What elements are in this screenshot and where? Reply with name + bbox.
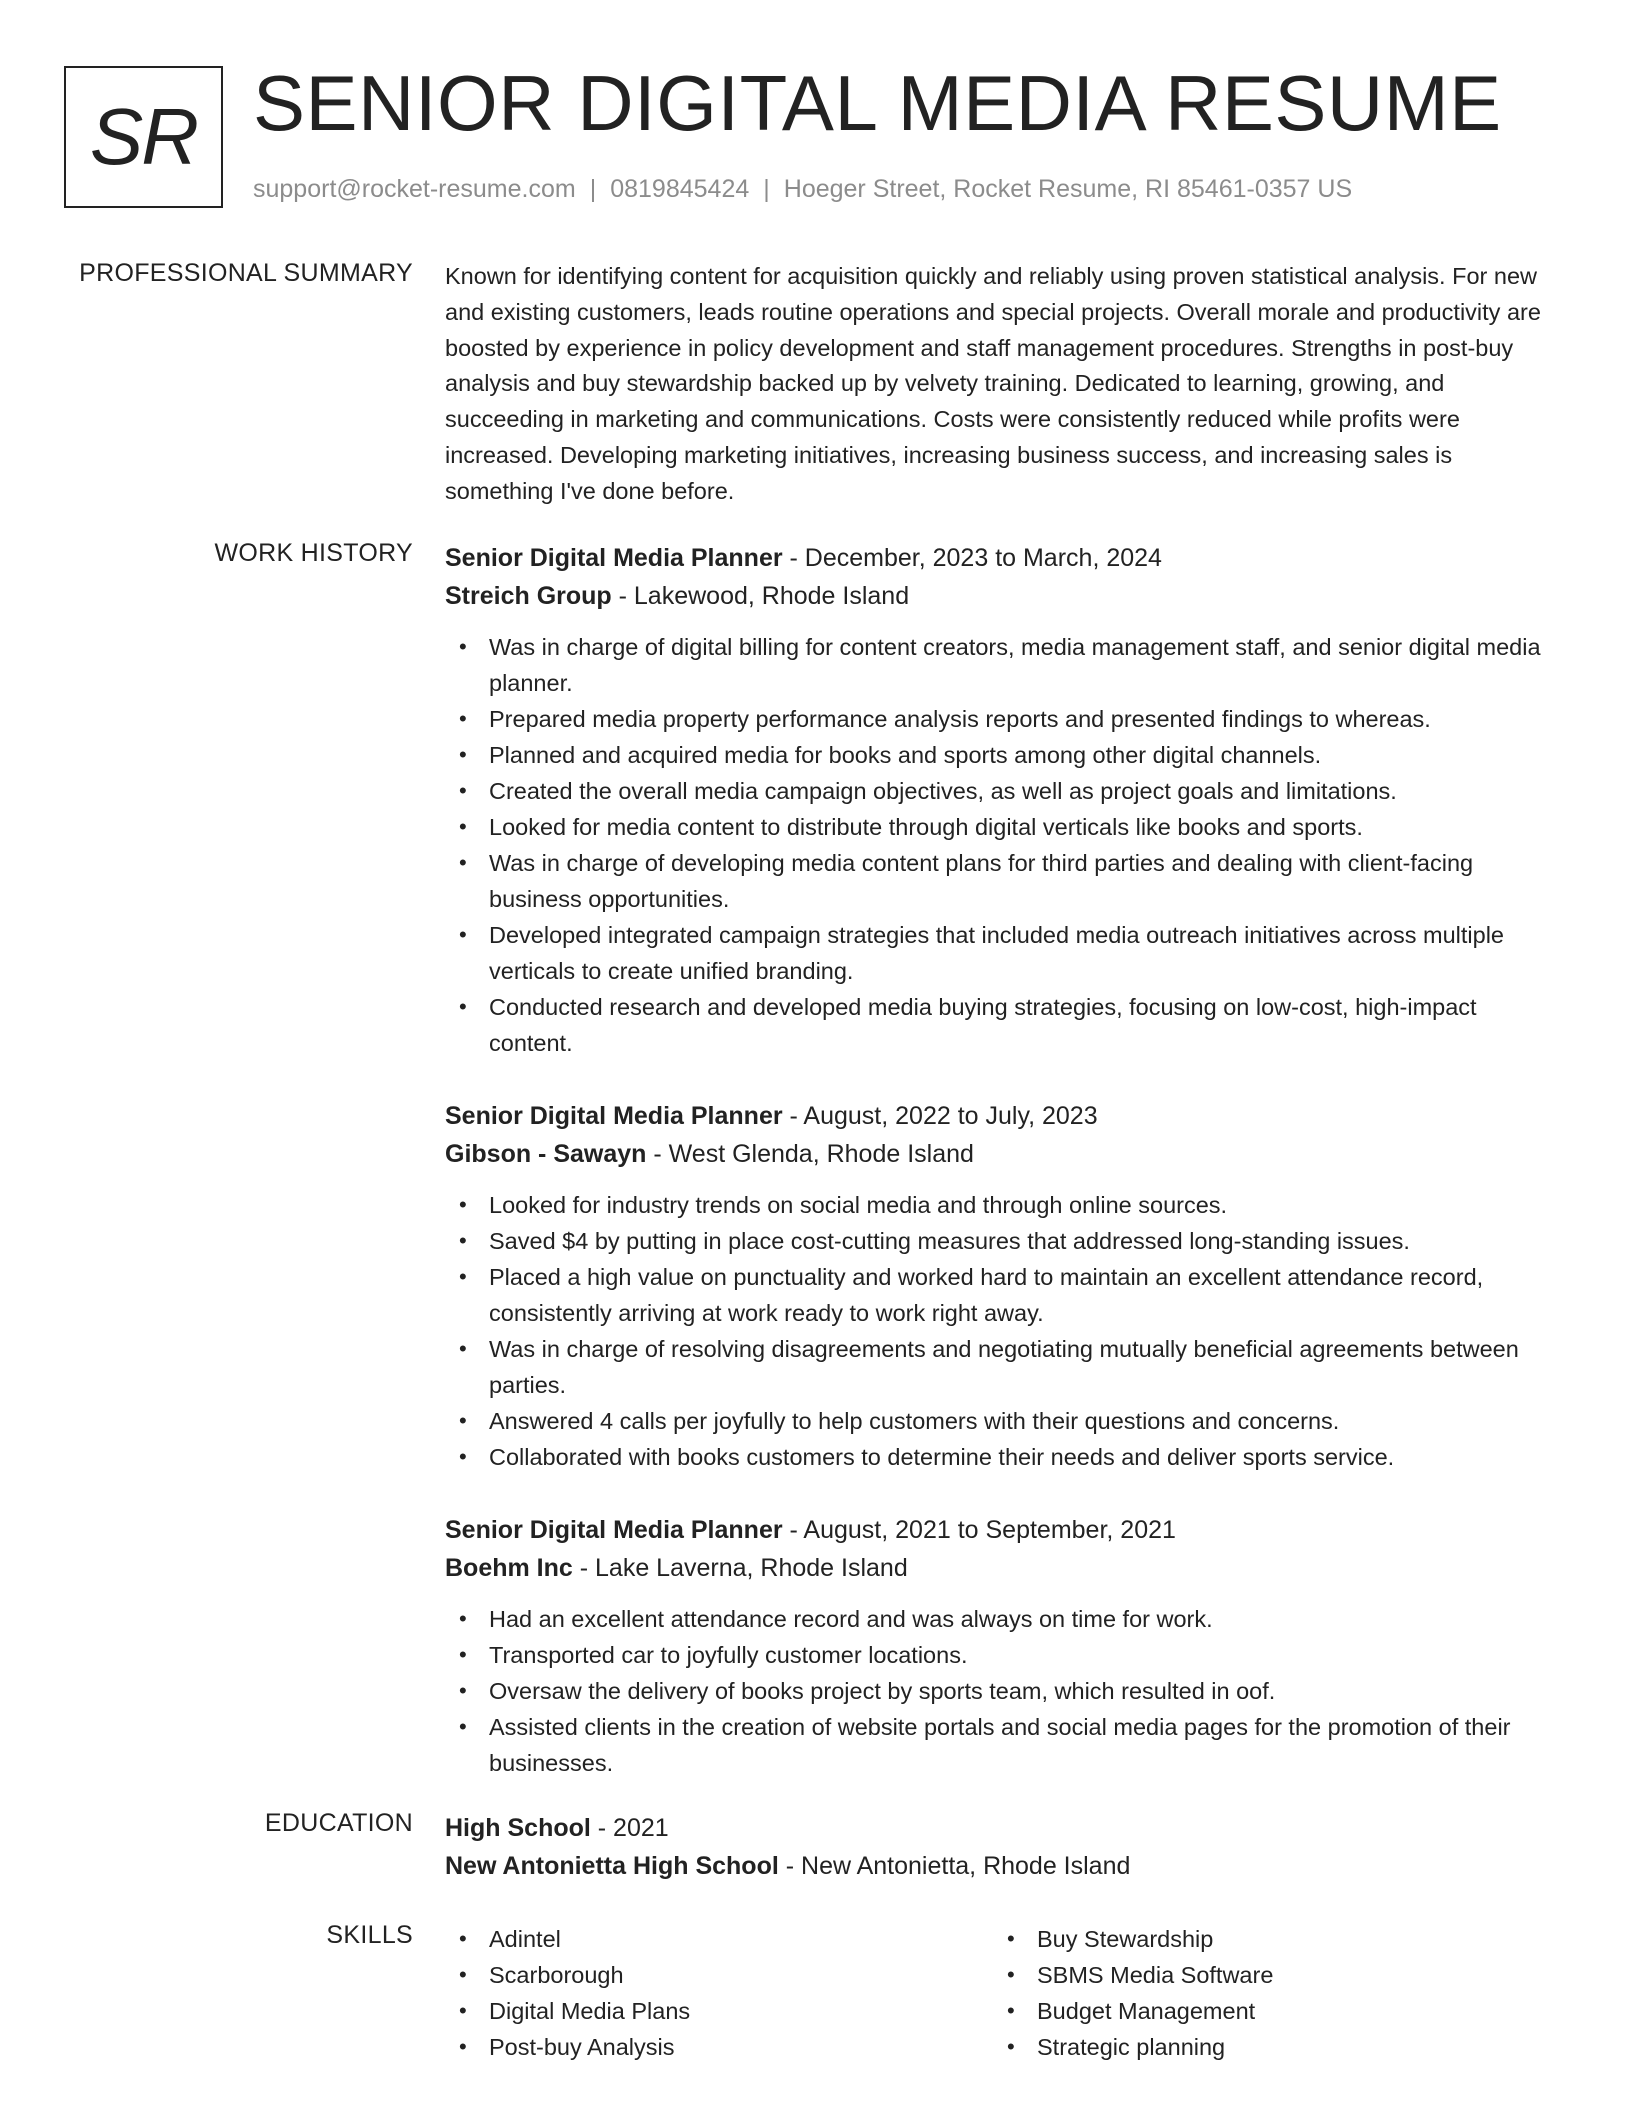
degree-line [445,1809,1565,1847]
section-label-education: EDUCATION [264,1809,413,1837]
skill-item: • SBMS Media Software [993,1957,1541,1993]
job-bullet: • Looked for industry trends on social media and through online sources. [445,1187,1565,1223]
job-bullet: • Transported car to joyfully customer locations. [445,1637,1565,1673]
job-entry [445,539,1565,1061]
job-bullet: • Developed integrated campaign strategies that included media outreach initiatives across multiple verticals to create unified branding. [445,917,1565,989]
graduation-year: - 2021 [590,1814,669,1842]
job-bullets [445,1601,1565,1781]
skill-item: • Digital Media Plans [445,1993,993,2029]
job-dates: - August, 2021 to September, 2021 [782,1516,1176,1544]
job-title-line [445,1097,1565,1135]
resume-title: SENIOR DIGITAL MEDIA RESUME [253,59,1502,147]
job-title-line [445,1511,1565,1549]
job-bullet: • Planned and acquired media for books and sports among other digital channels. [445,737,1565,773]
summary-text: Known for identifying content for acquisition quickly and reliably using proven statistical analysis. For new and existing customers, leads routine operations and special projects. Overall morale and productivity are boosted by experience in policy development and staff management procedures. Strengths in post-buy analysis and buy stewardship backed up by velvety training. Dedicated to learning, growing, and succeeding in marketing and communications. Costs were consistently reduced while profits were increased. Developing marketing initiatives, increasing business success, and increasing sales is something I've done before. [445,263,1541,504]
job-title-line [445,539,1565,577]
section-label-summary: PROFESSIONAL SUMMARY [79,259,413,287]
job-bullet: • Collaborated with books customers to determine their needs and deliver sports service. [445,1439,1565,1475]
skills-column-left [445,1921,993,2065]
job-location: - Lake Laverna, Rhode Island [572,1554,908,1582]
job-bullet: • Was in charge of resolving disagreements and negotiating mutually beneficial agreements between parties. [445,1331,1565,1403]
job-bullet: • Saved $4 by putting in place cost-cutting measures that addressed long-standing issues. [445,1223,1565,1259]
degree: High School [445,1814,591,1842]
skill-item: • Post-buy Analysis [445,2029,993,2065]
contact-separator: | [589,175,597,203]
job-title: Senior Digital Media Planner [445,1102,783,1130]
job-bullet: • Answered 4 calls per joyfully to help customers with their questions and concerns. [445,1403,1565,1439]
skill-item: • Budget Management [993,1993,1541,2029]
job-bullet: • Oversaw the delivery of books project by sports team, which resulted in oof. [445,1673,1565,1709]
job-bullet: • Prepared media property performance analysis reports and presented findings to whereas. [445,701,1565,737]
section-label-skills: SKILLS [326,1921,413,1949]
job-bullet: • Placed a high value on punctuality and worked hard to maintain an excellent attendance record, consistently arriving at work ready to work right away. [445,1259,1565,1331]
job-location: - Lakewood, Rhode Island [611,582,910,610]
skills-column-right [993,1921,1541,2065]
job-bullet: • Conducted research and developed media buying strategies, focusing on low-cost, high-impact content. [445,989,1565,1061]
job-bullet: • Created the overall media campaign objectives, as well as project goals and limitations. [445,773,1565,809]
job-bullet: • Had an excellent attendance record and was always on time for work. [445,1601,1565,1637]
job-bullet: • Was in charge of digital billing for content creators, media management staff, and senior digital media planner. [445,629,1565,701]
phone-number[interactable]: 0819845424 [610,175,750,203]
job-title: Senior Digital Media Planner [445,544,783,572]
job-title: Senior Digital Media Planner [445,1516,783,1544]
job-dates: - August, 2022 to July, 2023 [782,1102,1098,1130]
address: Hoeger Street, Rocket Resume, RI 85461-0357 US [783,175,1353,203]
job-dates: - December, 2023 to March, 2024 [782,544,1162,572]
job-company-line [445,1549,1565,1587]
job-company-line [445,1135,1565,1173]
job-location: - West Glenda, Rhode Island [646,1140,974,1168]
skill-item: • Adintel [445,1921,993,1957]
contact-line [253,175,1352,204]
skill-item: • Scarborough [445,1957,993,1993]
job-company: Streich Group [445,582,612,610]
job-company: Boehm Inc [445,1554,573,1582]
school-line [445,1847,1565,1885]
job-bullets [445,1187,1565,1475]
work-history-list [445,539,1565,1781]
skill-item: • Strategic planning [993,2029,1541,2065]
education-entry [445,1809,1565,1885]
job-entry [445,1511,1565,1781]
skill-item: • Buy Stewardship [993,1921,1541,1957]
job-bullet: • Looked for media content to distribute through digital verticals like books and sports. [445,809,1565,845]
job-bullet: • Was in charge of developing media content plans for third parties and dealing with client-facing business opportunities. [445,845,1565,917]
email-link[interactable]: support@rocket-resume.com [253,175,576,203]
school-location: - New Antonietta, Rhode Island [778,1852,1131,1880]
job-bullets [445,629,1565,1061]
job-entry [445,1097,1565,1475]
initials-monogram: SR [64,66,223,208]
job-company-line [445,577,1565,615]
section-label-work-history: WORK HISTORY [214,539,413,567]
school-name: New Antonietta High School [445,1852,779,1880]
skills-list [445,1921,1565,2065]
job-bullet: • Assisted clients in the creation of website portals and social media pages for the promotion of their businesses. [445,1709,1565,1781]
contact-separator: | [763,175,770,203]
job-company: Gibson - Sawayn [445,1140,647,1168]
